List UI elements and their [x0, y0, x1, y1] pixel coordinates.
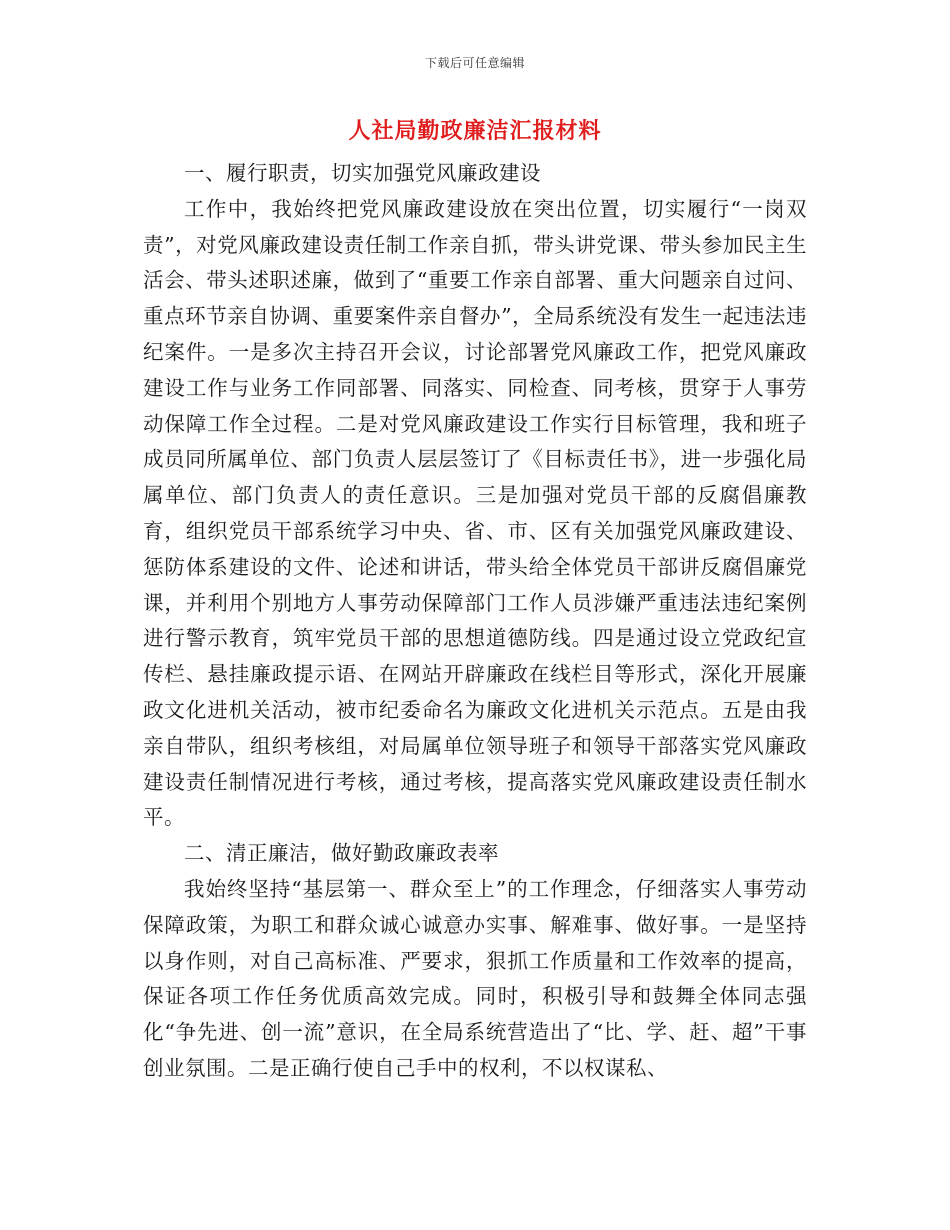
- document-body: [143, 156, 807, 1087]
- section-heading-1: 一、履行职责，切实加强党风廉政建设: [184, 161, 541, 185]
- body-paragraph-1: 工作中，我始终把党风廉政建设放在突出位置，切实履行“一岗双责”，对党风廉政建设责任制工作亲自抓，带头讲党课、带头参加民主生活会、带头述职述廉，做到了“重要工作亲自部署、重大问题亲自过问、重点环节亲自协调、重要案件亲自督办”，全局系统没有发生一起违法违纪案件。一是多次主持召开会议，讨论部署党风廉政工作，把党风廉政建设工作与业务工作同部署、同落实、同检查、同考核，贯穿于人事劳动保障工作全过程。二是对党风廉政建设工作实行目标管理，我和班子成员同所属单位、部门负责人层层签订了《目标责任书》，进一步强化局属单位、部门负责人的责任意识。三是加强对党员干部的反腐倡廉教育，组织党员干部系统学习中央、省、市、区有关加强党风廉政建设、惩防体系建设的文件、论述和讲话，带头给全体党员干部讲反腐倡廉党课，并利用个别地方人事劳动保障部门工作人员涉嫌严重违法违纪案例进行警示教育，筑牢党员干部的思想道德防线。四是通过设立党政纪宣传栏、悬挂廉政提示语、在网站开辟廉政在线栏目等形式，深化开展廉政文化进机关活动，被市纪委命名为廉政文化进机关示范点。五是由我亲自带队，组织考核组，对局属单位领导班子和领导干部落实党风廉政建设责任制情况进行考核，通过考核，提高落实党风廉政建设责任制水平。: [143, 196, 807, 830]
- body-paragraph-2: 我始终坚持“基层第一、群众至上”的工作理念，仔细落实人事劳动保障政策，为职工和群众诚心诚意办实事、解难事、做好事。一是坚持以身作则，对自己高标准、严要求，狠抓工作质量和工作效率的提高，保证各项工作任务优质高效完成。同时，积极引导和鼓舞全体同志强化“争先进、创一流”意识，在全局系统营造出了“比、学、赶、超”干事创业氛围。二是正确行使自己手中的权利，不以权谋私、: [143, 876, 807, 1080]
- section-heading-2: 二、清正廉洁，做好勤政廉政表率: [184, 841, 499, 866]
- header-note: 下载后可任意编辑: [424, 56, 525, 70]
- document-title: 人社局勤政廉洁汇报材料: [348, 118, 602, 144]
